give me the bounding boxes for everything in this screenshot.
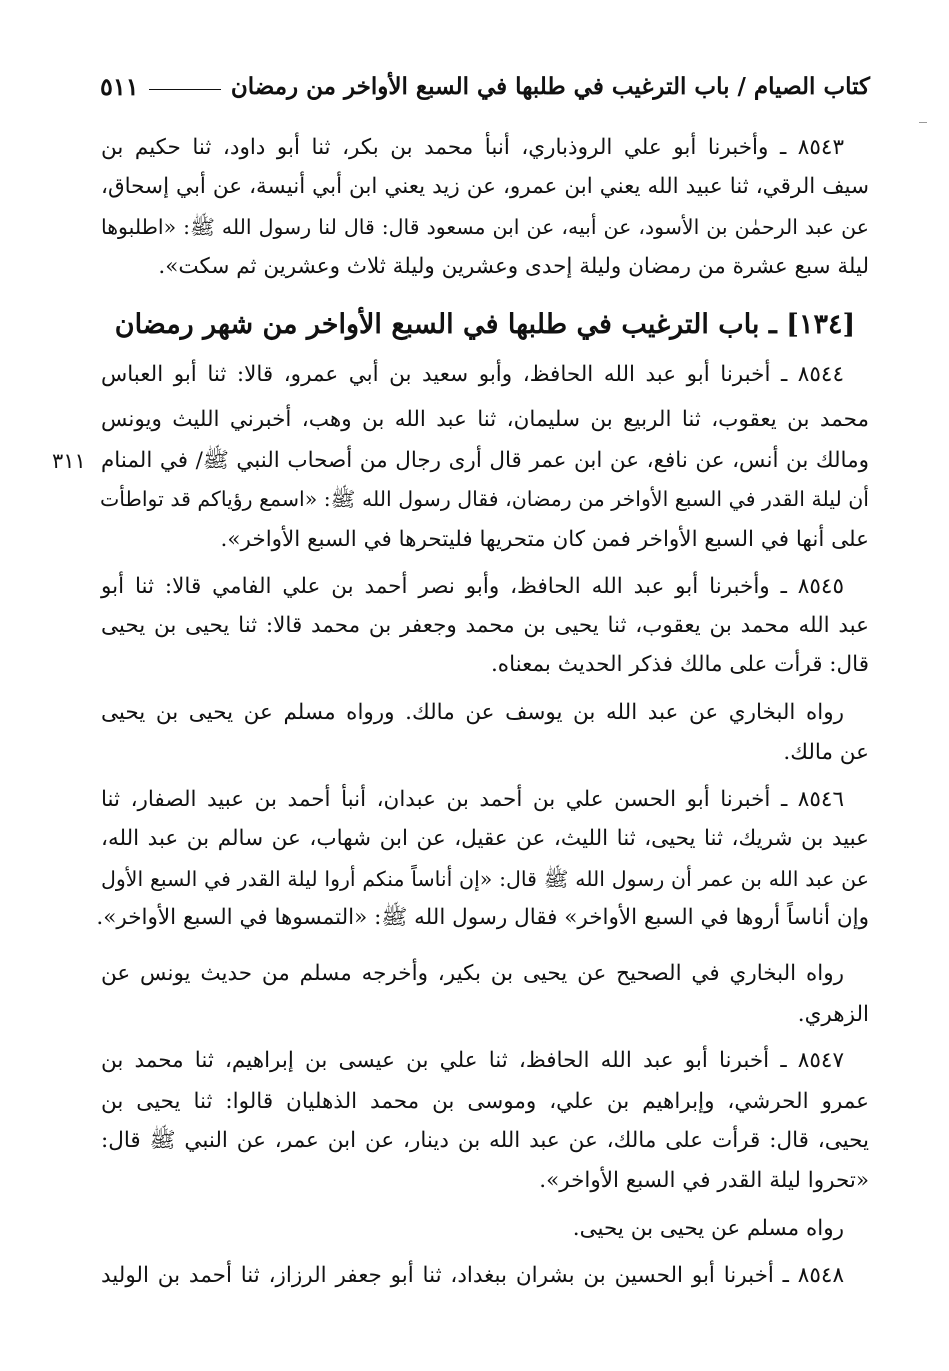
scan-edge-mark bbox=[919, 122, 927, 123]
text-line: وإن أناساً أروها في السبع الأواخر» فقال رسول الله ﷺ: «التمسوها في السبع الأواخر». bbox=[96, 905, 869, 930]
text-line: قال: قرأت على مالك فذكر الحديث بمعناه. bbox=[490, 652, 869, 677]
text-line: ٨٥٤٣ ـ وأخبرنا أبو علي الروذباري، أنبأ محمد بن بكر، ثنا أبو داود، ثنا حكيم بن bbox=[101, 135, 844, 160]
text-line: ومالك بن أنس، عن نافع، عن ابن عمر قال أرى رجال من أصحاب النبي ﷺ/ في المنام bbox=[101, 448, 869, 473]
text-line: عن مالك. bbox=[783, 740, 869, 765]
text-line: يحيى، قال: قرأت على مالك، عن عبد الله بن دينار، عن ابن عمر، عن النبي ﷺ قال: bbox=[101, 1128, 869, 1153]
text-line: عن عبد الرحمٰن بن الأسود، عن أبيه، عن ابن مسعود قال: قال لنا رسول الله ﷺ: «اطلبوها bbox=[101, 215, 869, 239]
text-line: رواه البخاري عن عبد الله بن يوسف عن مالك. ورواه مسلم عن يحيى بن يحيى bbox=[101, 700, 844, 725]
text-line: عن عبد الله بن عمر أن رسول الله ﷺ قال: «إن أناساً منكم أروا ليلة القدر في السبع الأول bbox=[101, 867, 869, 891]
text-line: ٨٥٤٨ ـ أخبرنا أبو الحسين بن بشران ببغداد، ثنا أبو جعفر الرزاز، ثنا أحمد بن الوليد bbox=[101, 1263, 844, 1288]
text-line: ليلة سبع عشرة من رمضان وليلة إحدى وعشرين وليلة ثلاث وعشرين ثم سكت». bbox=[158, 254, 869, 279]
text-line: ٨٥٤٧ ـ أخبرنا أبو عبد الله الحافظ، ثنا علي بن عيسى بن إبراهيم، ثنا محمد بن bbox=[101, 1048, 844, 1073]
text-line: محمد بن يعقوب، ثنا الربيع بن سليمان، ثنا عبد الله بن وهب، أخبرني الليث ويونس bbox=[101, 407, 869, 432]
header-title: كتاب الصيام / باب الترغيب في طلبها في السبع الأواخر من رمضان bbox=[230, 72, 870, 100]
text-line: عبيد بن شريك، ثنا يحيى، ثنا الليث، عن عقيل، عن ابن شهاب، عن سالم بن عبد الله، bbox=[101, 826, 869, 851]
text-line: أن ليلة القدر في السبع الأواخر من رمضان، فقال رسول الله ﷺ: «اسمع رؤياكم قد تواطأت bbox=[99, 487, 869, 511]
header-rule bbox=[149, 89, 221, 90]
text-line: ٨٥٤٥ ـ وأخبرنا أبو عبد الله الحافظ، وأبو نصر أحمد بن علي الفامي قالا: ثنا أبو bbox=[101, 574, 844, 599]
margin-page-reference: ٣١١ bbox=[52, 449, 86, 473]
text-line: رواه البخاري في الصحيح عن يحيى بن بكير، وأخرجه مسلم من حديث يونس عن bbox=[101, 961, 844, 986]
text-line: عمرو الحرشي، وإبراهيم بن علي، وموسى بن محمد الذهليان قالوا: ثنا يحيى بن bbox=[101, 1089, 869, 1114]
running-header bbox=[100, 66, 870, 106]
text-line: ٨٥٤٤ ـ أخبرنا أبو عبد الله الحافظ، وأبو سعيد بن أبي عمرو، قالا: ثنا أبو العباس bbox=[101, 362, 844, 387]
page-number: ٥١١ bbox=[100, 71, 139, 101]
text-line: ٨٥٤٦ ـ أخبرنا أبو الحسن علي بن أحمد بن عبدان، أنبأ أحمد بن عبيد الصفار، ثنا bbox=[101, 787, 844, 812]
chapter-heading: [١٣٤] ـ باب الترغيب في طلبها في السبع الأواخر من شهر رمضان bbox=[114, 309, 856, 340]
text-line: سيف الرقي، ثنا عبيد الله يعني ابن عمرو، عن زيد يعني ابن أبي أنيسة، عن أبي إسحاق، bbox=[101, 174, 869, 199]
text-line: عبد الله محمد بن يعقوب، ثنا يحيى بن محمد وجعفر بن محمد قالا: ثنا يحيى بن يحيى bbox=[101, 613, 869, 638]
text-line: الزهري. bbox=[797, 1002, 869, 1027]
text-line: على أنها في السبع الأواخر فمن كان متحريها فليتحرها في السبع الأواخر». bbox=[220, 527, 869, 552]
text-line: «تحروا ليلة القدر في السبع الأواخر». bbox=[539, 1168, 869, 1193]
text-line: رواه مسلم عن يحيى بن يحيى. bbox=[572, 1216, 844, 1241]
